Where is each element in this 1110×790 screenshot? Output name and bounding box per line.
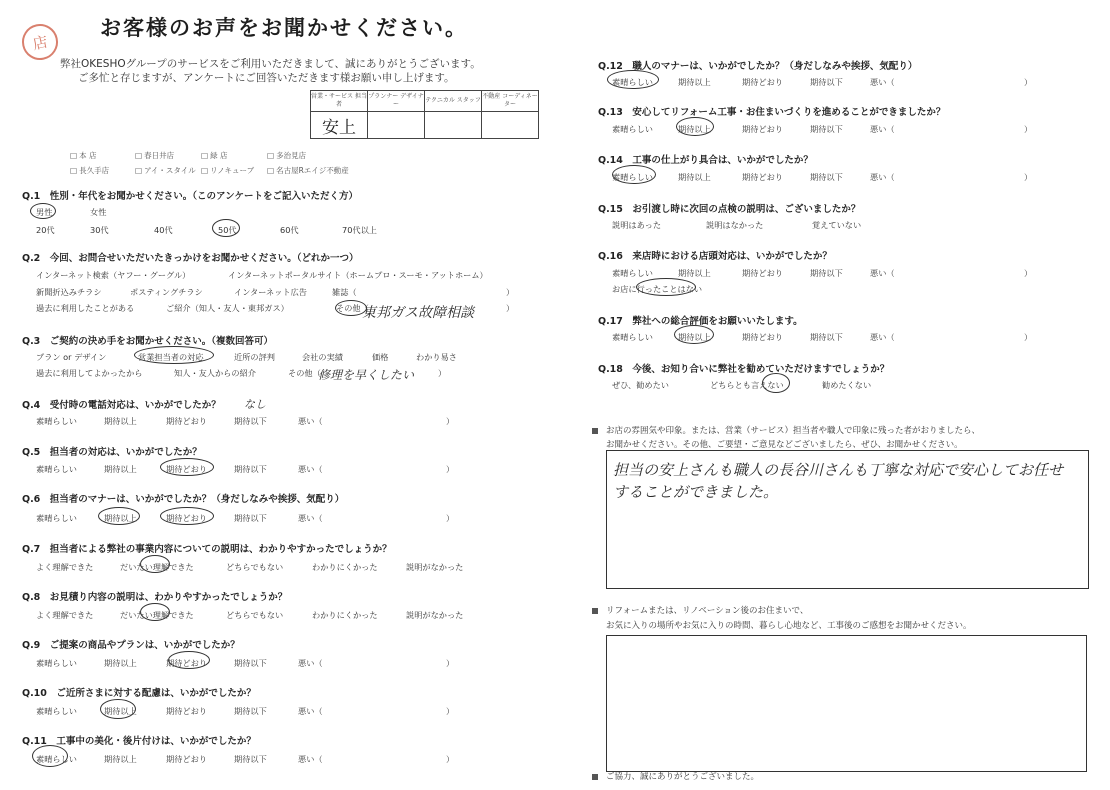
- square-bullet-icon: [592, 428, 598, 434]
- question-title: Q.18 今後、お知り合いに弊社を勧めていただけますでしょうか？: [598, 361, 889, 375]
- staff-planner-name[interactable]: [368, 112, 425, 139]
- answer-circle: [607, 70, 659, 89]
- option[interactable]: 期待以上: [678, 77, 711, 87]
- option[interactable]: 悪い（: [870, 124, 895, 134]
- answer-circle: [32, 745, 68, 767]
- option[interactable]: 期待どおり: [742, 332, 783, 342]
- option[interactable]: 素晴らしい: [36, 658, 77, 668]
- option[interactable]: ご紹介（知人・友人・東邦ガス）: [166, 303, 289, 313]
- handwritten-answer: 東邦ガス故障相談: [362, 305, 474, 321]
- option[interactable]: 説明はなかった: [706, 220, 764, 230]
- comment1-label-1: お店の雰囲気や印象。または、営業（サービス）担当者や職人で印象に残った者がおりましたら、: [592, 424, 980, 436]
- store-checkbox[interactable]: □ リノキューブ: [201, 165, 267, 176]
- option[interactable]: 期待どおり: [166, 706, 207, 716]
- option[interactable]: 期待以上: [104, 513, 137, 523]
- option[interactable]: どちらでもない: [226, 562, 284, 572]
- question-title: Q.3 ご契約の決め手をお聞かせください。（複数回答可）: [22, 333, 273, 347]
- option[interactable]: 素晴らしい: [612, 332, 653, 342]
- option[interactable]: 20代: [36, 225, 55, 235]
- option: ）: [446, 416, 455, 426]
- option[interactable]: 30代: [90, 225, 109, 235]
- staff-header: テクニカル スタッフ: [425, 91, 482, 112]
- option[interactable]: 期待以上: [104, 658, 137, 668]
- option[interactable]: 期待以下: [234, 464, 267, 474]
- option[interactable]: 素晴らしい: [36, 464, 77, 474]
- option: ）: [506, 287, 515, 297]
- option[interactable]: 40代: [154, 225, 173, 235]
- option[interactable]: 素晴らしい: [612, 268, 653, 278]
- option[interactable]: 期待以下: [810, 172, 843, 182]
- answer-circle: [140, 603, 170, 621]
- option[interactable]: 知人・友人からの紹介: [174, 368, 256, 378]
- option: ）: [1024, 268, 1033, 278]
- store-checkbox[interactable]: □ 本 店: [70, 150, 135, 161]
- question-title: Q.15 お引渡し時に次回の点検の説明は、ございましたか？: [598, 201, 860, 215]
- store-checkbox[interactable]: □ 春日井店: [135, 150, 201, 161]
- answer-circle: [98, 507, 140, 525]
- staff-table: [310, 90, 539, 139]
- option[interactable]: 期待以下: [810, 268, 843, 278]
- option[interactable]: 期待以下: [810, 124, 843, 134]
- answer-circle: [100, 699, 136, 719]
- comment1-box[interactable]: [606, 450, 1089, 589]
- answer-circle: [134, 346, 214, 364]
- option[interactable]: 期待どおり: [166, 513, 207, 523]
- option[interactable]: 悪い（: [870, 268, 895, 278]
- option[interactable]: 悪い（: [870, 332, 895, 342]
- staff-technical-name[interactable]: [425, 112, 482, 139]
- option[interactable]: 会社の実績: [302, 352, 343, 362]
- question-title: Q.6 担当者のマナーは、いかがでしたか？（身だしなみや挨拶、気配り）: [22, 491, 344, 505]
- comment2-label-2: お気に入りの場所やお気に入りの時間、暮らし心地など、工事後のご感想をお聞かせください。: [606, 621, 972, 631]
- handwritten-answer: なし: [244, 398, 266, 411]
- option: ）: [446, 754, 455, 764]
- option: ）: [1024, 77, 1033, 87]
- staff-realestate-name[interactable]: [482, 112, 539, 139]
- option[interactable]: 期待以下: [234, 513, 267, 523]
- option: ）: [446, 464, 455, 474]
- answer-circle: [140, 555, 170, 573]
- comment2-label-1: リフォームまたは、リノベーション後のお住まいで、: [592, 604, 808, 616]
- option[interactable]: わかり易さ: [416, 352, 457, 362]
- option[interactable]: ポスティングチラシ: [130, 287, 203, 297]
- question-title: Q.9 ご提案の商品やプランは、いかがでしたか？: [22, 637, 240, 651]
- option[interactable]: よく理解できた: [36, 610, 94, 620]
- option[interactable]: 説明がなかった: [406, 562, 464, 572]
- option[interactable]: 過去に利用したことがある: [36, 303, 135, 313]
- option[interactable]: 勧めたくない: [822, 380, 872, 390]
- option: ）: [438, 368, 447, 378]
- option[interactable]: 期待以下: [234, 416, 267, 426]
- store-checkbox[interactable]: □ 名古屋Rエイジ不動産: [267, 165, 357, 176]
- question-title: Q.13 安心してリフォーム工事・お住まいづくりを進めることができましたか？: [598, 104, 945, 118]
- option[interactable]: 50代: [218, 225, 237, 235]
- option[interactable]: 期待以上: [678, 172, 711, 182]
- option[interactable]: 素晴らしい: [36, 416, 77, 426]
- staff-header: 不動産 コーディネーター: [482, 91, 539, 112]
- option[interactable]: 価格: [372, 352, 389, 362]
- option[interactable]: 悪い（: [298, 706, 323, 716]
- option[interactable]: 素晴らしい: [36, 754, 77, 764]
- option[interactable]: 期待以下: [810, 332, 843, 342]
- option[interactable]: 悪い（: [298, 658, 323, 668]
- option[interactable]: 期待どおり: [166, 754, 207, 764]
- store-checkbox[interactable]: □ 緑 店: [201, 150, 267, 161]
- answer-circle: [676, 117, 714, 136]
- option[interactable]: 期待どおり: [742, 172, 783, 182]
- question-title: Q.8 お見積り内容の説明は、わかりやすかったでしょうか？: [22, 589, 287, 603]
- option[interactable]: 期待以下: [234, 706, 267, 716]
- option: ）: [446, 706, 455, 716]
- question-title: Q.16 来店時における店頭対応は、いかがでしたか？: [598, 248, 832, 262]
- option[interactable]: 素晴らしい: [612, 124, 653, 134]
- option[interactable]: お店に行ったことはない: [612, 284, 703, 294]
- option[interactable]: よく理解できた: [36, 562, 94, 572]
- option[interactable]: だいたい理解できた: [120, 610, 194, 620]
- option[interactable]: その他（: [336, 303, 369, 313]
- option: ）: [446, 513, 455, 523]
- option[interactable]: 期待以上: [678, 268, 711, 278]
- answer-circle: [612, 165, 656, 184]
- option: ）: [506, 303, 515, 313]
- option[interactable]: 期待以下: [234, 658, 267, 668]
- square-bullet-icon: [592, 774, 598, 780]
- option[interactable]: 期待どおり: [742, 268, 783, 278]
- option[interactable]: インターネットポータルサイト（ホームプロ・スーモ・アットホーム）: [228, 270, 488, 280]
- option: ）: [1024, 172, 1033, 182]
- option[interactable]: 期待以下: [234, 754, 267, 764]
- option[interactable]: 期待どおり: [742, 77, 783, 87]
- option: ）: [1024, 124, 1033, 134]
- store-checkbox[interactable]: □ アイ・スタイル: [135, 165, 201, 176]
- handwritten-comment-line-2: することができました。: [613, 483, 779, 501]
- option[interactable]: 素晴らしい: [36, 513, 77, 523]
- option[interactable]: インターネット検索（ヤフー・グーグル）: [36, 270, 191, 280]
- answer-circle: [762, 373, 790, 393]
- handwritten-answer: 修理を早くしたい: [318, 368, 415, 382]
- option[interactable]: 悪い（: [870, 172, 895, 182]
- question-title: Q.17 弊社への総合評価をお願いいたします。: [598, 313, 803, 327]
- option[interactable]: 悪い（: [870, 77, 895, 87]
- closing-thanks: ご協力、誠にありがとうございました。: [592, 770, 759, 782]
- option[interactable]: 素晴らしい: [612, 172, 653, 182]
- answer-circle: [160, 458, 214, 476]
- question-title: Q.14 工事の仕上がり具合は、いかがでしたか？: [598, 152, 813, 166]
- company-seal: 店: [19, 21, 62, 64]
- option[interactable]: 期待どおり: [166, 464, 207, 474]
- staff-sales-name[interactable]: 安上: [311, 112, 368, 139]
- answer-circle: [636, 278, 696, 296]
- option[interactable]: わかりにくかった: [312, 610, 378, 620]
- answer-circle: [168, 651, 210, 669]
- option[interactable]: だいたい理解できた: [120, 562, 194, 572]
- answer-circle: [160, 507, 214, 525]
- option[interactable]: 期待以上: [104, 416, 137, 426]
- handwritten-comment-line-1: 担当の安上さんも職人の長谷川さんも丁寧な対応で安心してお任せ: [613, 461, 1064, 479]
- staff-header: 営業・サービス 担当者: [311, 91, 368, 112]
- option[interactable]: 近所の評判: [234, 352, 275, 362]
- option[interactable]: 60代: [280, 225, 299, 235]
- option[interactable]: インターネット広告: [234, 287, 307, 297]
- option[interactable]: 期待以上: [678, 124, 711, 134]
- option[interactable]: 悪い（: [298, 464, 323, 474]
- option[interactable]: 期待以上: [104, 754, 137, 764]
- option[interactable]: 期待以上: [104, 464, 137, 474]
- option[interactable]: 期待どおり: [742, 124, 783, 134]
- option[interactable]: どちらでもない: [226, 610, 284, 620]
- comment1-label-2: お聞かせください。その他、ご要望・ご意見などございましたら、ぜひ、お聞かせください。: [606, 440, 963, 450]
- option[interactable]: ぜひ、勧めたい: [612, 380, 669, 390]
- question-title: Q.5 担当者の対応は、いかがでしたか？: [22, 444, 202, 458]
- option[interactable]: 新聞折込みチラシ: [36, 287, 102, 297]
- option[interactable]: 覚えていない: [812, 220, 862, 230]
- option[interactable]: その他（: [288, 368, 321, 378]
- option[interactable]: 説明がなかった: [406, 610, 464, 620]
- option[interactable]: 悪い（: [298, 513, 323, 523]
- question-title: Q.1 性別・年代をお聞かせください。（このアンケートをご記入いただく方）: [22, 188, 358, 202]
- store-checkbox[interactable]: □ 長久手店: [70, 165, 135, 176]
- square-bullet-icon: [592, 608, 598, 614]
- option: ）: [1024, 332, 1033, 342]
- question-title: Q.2 今回、お問合せいただいたきっかけをお聞かせください。（どれか一つ）: [22, 250, 359, 264]
- option[interactable]: 雑誌（: [332, 287, 357, 297]
- store-checkbox[interactable]: □ 多治見店: [267, 150, 357, 161]
- comment2-box[interactable]: [606, 635, 1087, 772]
- option[interactable]: 説明はあった: [612, 220, 662, 230]
- option[interactable]: 悪い（: [298, 754, 323, 764]
- option[interactable]: 素晴らしい: [36, 706, 77, 716]
- question-title: Q.4 受付時の電話対応は、いかがでしたか？: [22, 397, 221, 411]
- answer-circle: [212, 219, 240, 237]
- answer-circle: [30, 203, 56, 219]
- option: ）: [446, 658, 455, 668]
- staff-header: プランナー デザイナー: [368, 91, 425, 112]
- option[interactable]: 営業担当者の対応: [138, 352, 204, 362]
- option[interactable]: 女性: [90, 207, 107, 217]
- option[interactable]: 過去に利用してよかったから: [36, 368, 143, 378]
- intro-line-1: 弊社OKESHOグループのサービスをご利用いただきまして、誠にありがとうございます。: [60, 58, 481, 70]
- question-title: Q.7 担当者による弊社の事業内容についての説明は、わかりやすかったでしょうか？: [22, 541, 392, 555]
- question-title: Q.11 工事中の美化・後片付けは、いかがでしたか？: [22, 733, 256, 747]
- answer-circle: [674, 325, 714, 344]
- option[interactable]: 素晴らしい: [612, 77, 653, 87]
- option[interactable]: 期待以下: [810, 77, 843, 87]
- option[interactable]: 期待以上: [104, 706, 137, 716]
- option[interactable]: 70代以上: [342, 225, 377, 235]
- question-title: Q.12 職人のマナーは、いかがでしたか？（身だしなみや挨拶、気配り）: [598, 58, 917, 72]
- option[interactable]: 期待どおり: [166, 416, 207, 426]
- option[interactable]: どちらとも言えない: [710, 380, 784, 390]
- page-title: お客様のお声をお聞かせください。: [100, 16, 468, 40]
- option[interactable]: 男性: [36, 207, 53, 217]
- intro-line-2: ご多忙と存じますが、アンケートにご回答いただきます様お願い申し上げます。: [78, 72, 455, 84]
- store-checklist: [70, 150, 357, 176]
- option[interactable]: 期待どおり: [166, 658, 207, 668]
- option[interactable]: 悪い（: [298, 416, 323, 426]
- option[interactable]: わかりにくかった: [312, 562, 378, 572]
- option[interactable]: プラン or デザイン: [36, 352, 107, 362]
- option[interactable]: 期待以上: [678, 332, 711, 342]
- question-title: Q.10 ご近所さまに対する配慮は、いかがでしたか？: [22, 685, 256, 699]
